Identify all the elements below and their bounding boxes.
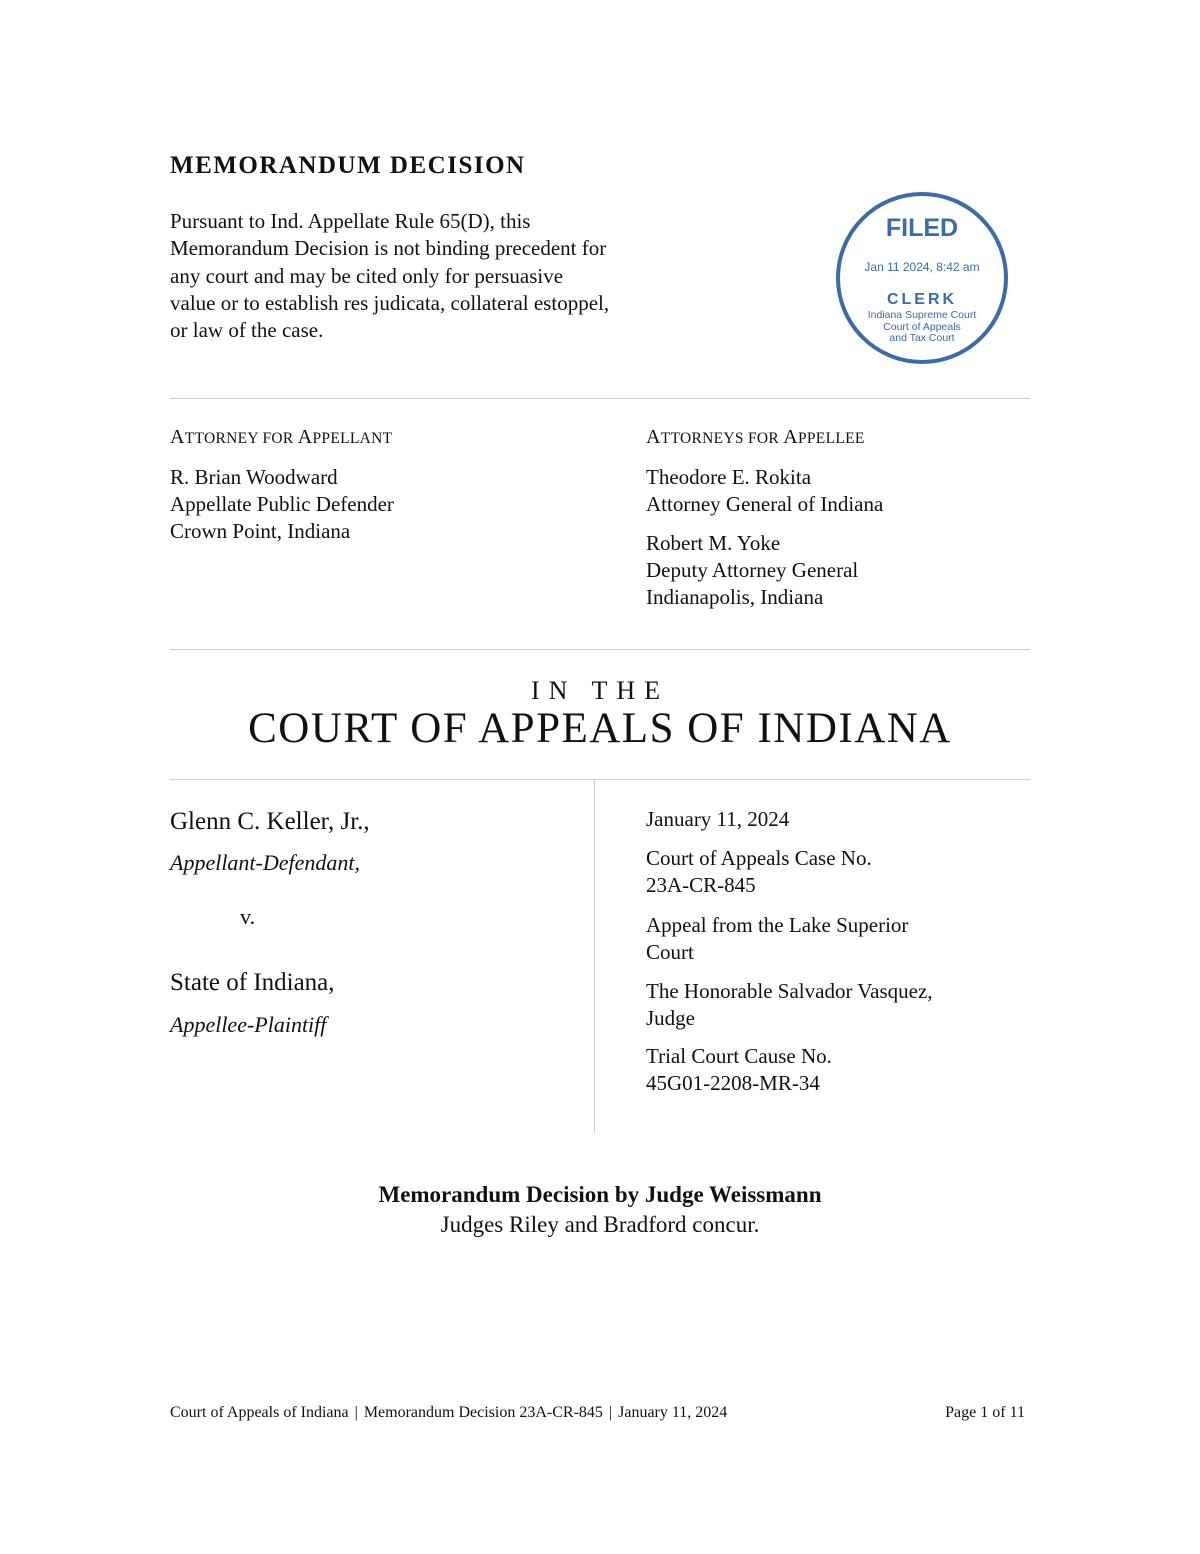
- decision-author: Memorandum Decision by Judge Weissmann: [378, 1182, 822, 1207]
- appellant-attorney-block: [170, 464, 394, 545]
- footer-separator: |: [608, 1404, 613, 1421]
- divider: [170, 398, 1030, 399]
- attorney-name: Robert M. Yoke: [646, 531, 781, 555]
- stamp-org: [840, 310, 1004, 345]
- footer-doc: Memorandum Decision 23A-CR-845: [363, 1404, 603, 1421]
- versus: v.: [240, 904, 256, 929]
- case-number-label: Court of Appeals Case No.: [646, 846, 872, 870]
- trial-judge-block: [646, 978, 933, 1032]
- appeal-from-block: [646, 912, 908, 966]
- attorney-title: Appellate Public Defender: [170, 492, 394, 516]
- decision-date: January 11, 2024: [646, 807, 790, 831]
- appellee-attorney-block-2: [646, 530, 858, 611]
- appellant-name: Glenn C. Keller, Jr.,: [170, 808, 370, 835]
- footer-court: Court of Appeals of Indiana: [170, 1404, 349, 1421]
- attorney-location: Crown Point, Indiana: [170, 519, 351, 543]
- attorney-title: Deputy Attorney General: [646, 558, 859, 582]
- attorney-name: Theodore E. Rokita: [646, 465, 812, 489]
- case-number-block: [646, 845, 872, 899]
- caption-divider: [594, 780, 595, 1133]
- appellant-role: Appellant-Defendant,: [170, 850, 361, 875]
- court-name: COURT OF APPEALS OF INDIANA: [248, 705, 952, 752]
- trial-cause-label: Trial Court Cause No.: [646, 1044, 832, 1068]
- stamp-org-line: and Tax Court: [889, 332, 955, 344]
- precedent-notice: Pursuant to Ind. Appellate Rule 65(D), this Memorandum Decision is not binding precedent for any court and may be cited only for persuasive value or to establish res judicata, collateral estoppel, or law of the case.: [170, 209, 610, 343]
- appeal-from-line: Appeal from the Lake Superior: [646, 913, 909, 937]
- footer-date: January 11, 2024: [618, 1404, 728, 1421]
- stamp-status: FILED: [885, 214, 959, 242]
- document-title: MEMORANDUM DECISION: [170, 152, 526, 179]
- trial-cause-block: [646, 1043, 832, 1097]
- stamp-org-line: Indiana Supreme Court: [867, 309, 977, 321]
- footer-separator: |: [354, 1404, 358, 1421]
- divider: [170, 649, 1030, 650]
- attorney-name: R. Brian Woodward: [170, 465, 338, 489]
- appellee-name: State of Indiana,: [170, 969, 335, 996]
- stamp-datetime: Jan 11 2024, 8:42 am: [864, 260, 980, 274]
- appellant-attorney-heading: ATTORNEY FOR APPELLANT: [170, 426, 393, 448]
- appellee-attorney-block-1: [646, 464, 883, 518]
- appellee-attorney-heading: ATTORNEYS FOR APPELLEE: [646, 426, 865, 448]
- filed-stamp: [836, 192, 1008, 364]
- case-number: 23A-CR-845: [646, 873, 756, 897]
- page-footer: [170, 1404, 727, 1422]
- appeal-from-line: Court: [646, 940, 694, 964]
- attorney-title: Attorney General of Indiana: [646, 492, 884, 516]
- trial-judge-line: Judge: [646, 1006, 695, 1030]
- court-prefix: IN THE: [530, 676, 669, 705]
- trial-judge-line: The Honorable Salvador Vasquez,: [646, 979, 933, 1003]
- decision-concurrence: Judges Riley and Bradford concur.: [440, 1212, 760, 1237]
- appellee-role: Appellee-Plaintiff: [170, 1012, 327, 1037]
- trial-cause-number: 45G01-2208-MR-34: [646, 1071, 820, 1095]
- attorney-location: Indianapolis, Indiana: [646, 585, 824, 609]
- page-number: Page 1 of 11: [945, 1404, 1025, 1421]
- divider: [170, 779, 1030, 780]
- stamp-org-line: Court of Appeals: [883, 320, 961, 333]
- stamp-office: CLERK: [886, 291, 958, 308]
